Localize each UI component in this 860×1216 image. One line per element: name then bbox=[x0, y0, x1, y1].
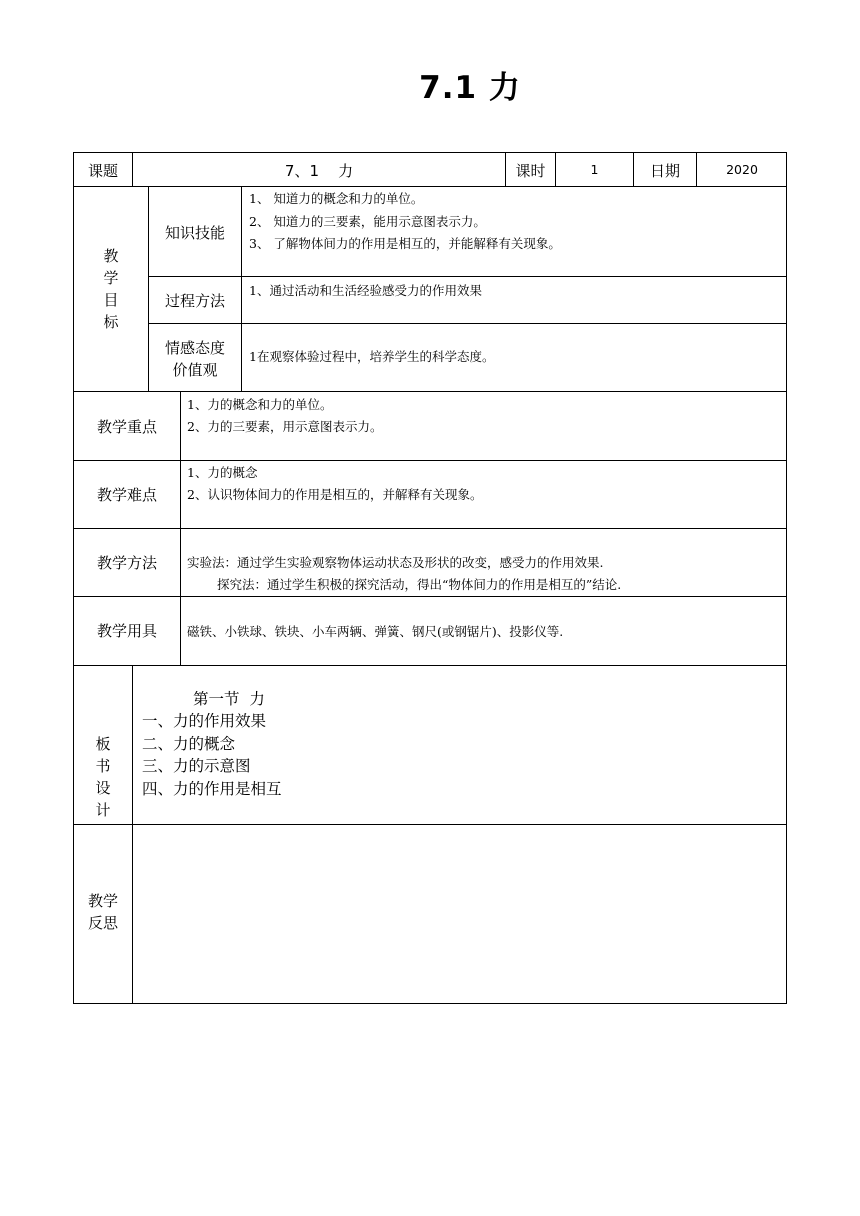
board-design-label: 板 书 设 计 bbox=[95, 735, 111, 819]
period-label: 课时 bbox=[515, 162, 546, 180]
topic-label: 课题 bbox=[87, 162, 118, 180]
period-value: 1 bbox=[590, 162, 599, 177]
key-points-item-2: 2、力的三要素，用示意图表示力。 bbox=[187, 419, 383, 434]
date-value: 2020 bbox=[726, 162, 758, 177]
board-heading: 第一节 力 bbox=[193, 690, 265, 708]
board-item-4: 四、力的作用是相互 bbox=[142, 780, 282, 798]
process-item-1: 1、通过活动和生活经验感受力的作用效果 bbox=[249, 283, 482, 298]
document-title: 7.1 力 bbox=[419, 70, 521, 106]
methods-item-1: 实验法：通过学生实验观察物体运动状态及形状的改变，感受力的作用效果. bbox=[187, 555, 604, 570]
methods-label: 教学方法 bbox=[96, 554, 157, 572]
board-item-1: 一、力的作用效果 bbox=[142, 712, 267, 730]
difficulties-item-2: 2、认识物体间力的作用是相互的，并解释有关现象。 bbox=[187, 487, 483, 502]
knowledge-item-1: 1、 知道力的概念和力的单位。 bbox=[249, 191, 424, 206]
topic-value: 7、1 力 bbox=[284, 162, 354, 180]
reflection-content-area[interactable] bbox=[133, 825, 786, 1003]
reflection-label: 教学 反思 bbox=[87, 892, 118, 932]
tools-label: 教学用具 bbox=[96, 622, 157, 640]
difficulties-item-1: 1、力的概念 bbox=[187, 465, 258, 480]
difficulties-label: 教学难点 bbox=[96, 486, 157, 504]
tools-value: 磁铁、小铁球、铁块、小车两辆、弹簧、钢尺(或钢锯片)、投影仪等. bbox=[187, 624, 564, 639]
board-item-2: 二、力的概念 bbox=[142, 735, 236, 753]
attitude-item-1: 1在观察体验过程中，培养学生的科学态度。 bbox=[249, 349, 495, 364]
process-label: 过程方法 bbox=[164, 292, 225, 310]
key-points-label: 教学重点 bbox=[96, 418, 157, 436]
board-item-3: 三、力的示意图 bbox=[142, 757, 251, 775]
date-label: 日期 bbox=[649, 162, 680, 180]
key-points-item-1: 1、力的概念和力的单位。 bbox=[187, 397, 333, 412]
objectives-group-label: 教 学 目 标 bbox=[103, 247, 119, 331]
attitude-label-line1: 情感态度 bbox=[164, 339, 225, 357]
knowledge-label: 知识技能 bbox=[164, 224, 225, 242]
knowledge-item-3: 3、 了解物体间力的作用是相互的，并能解释有关现象。 bbox=[249, 236, 561, 251]
attitude-label-line2: 价值观 bbox=[172, 361, 218, 379]
knowledge-item-2: 2、 知道力的三要素，能用示意图表示力。 bbox=[249, 214, 486, 229]
methods-item-2: 探究法：通过学生积极的探究活动，得出“物体间力的作用是相互的”结论. bbox=[217, 577, 622, 592]
